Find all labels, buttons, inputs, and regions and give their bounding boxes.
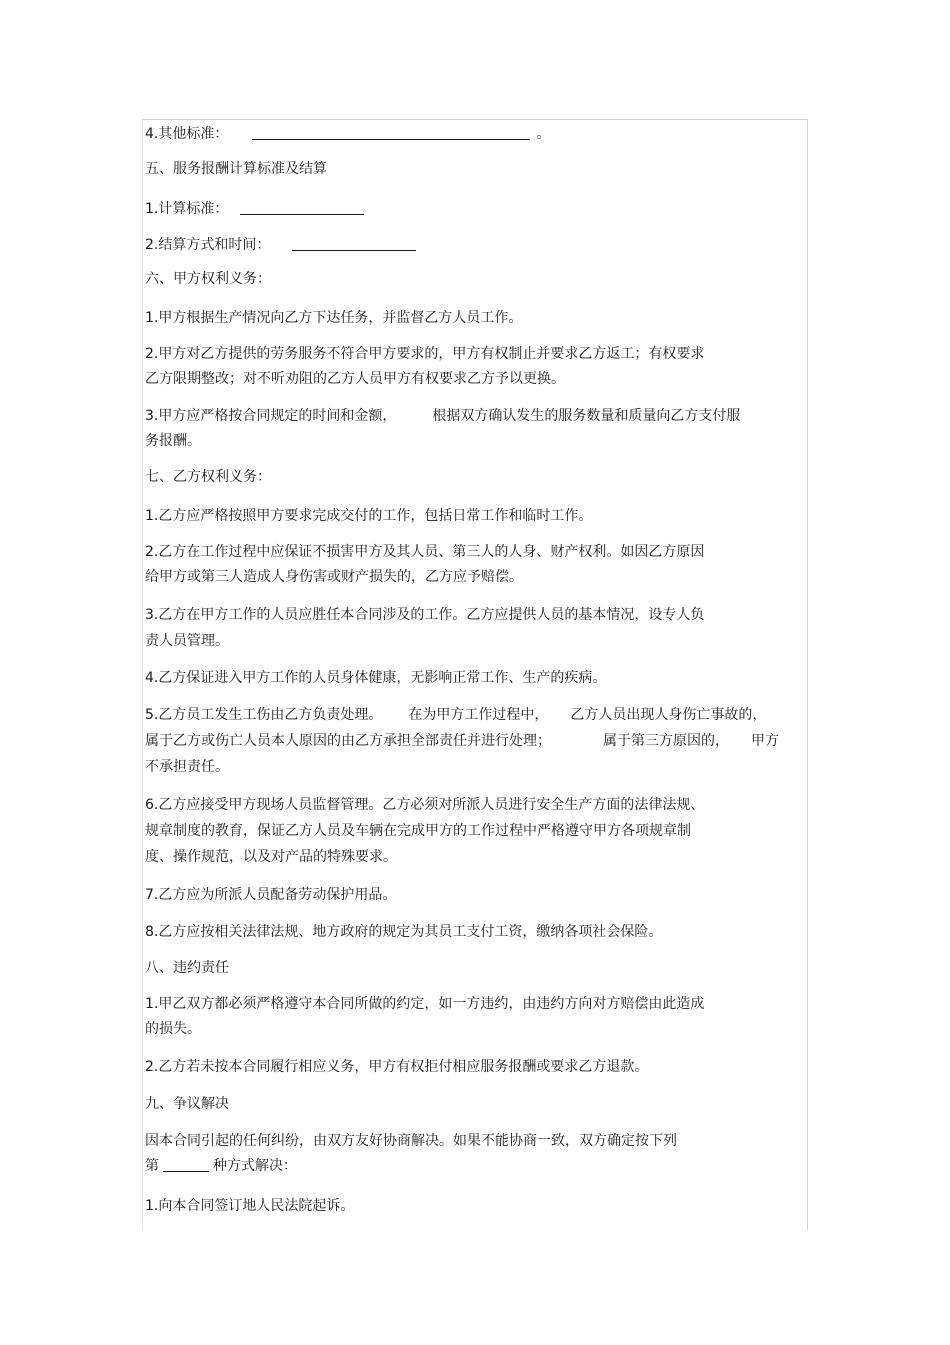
paragraph-line: 2.甲方对乙方提供的劳务服务不符合甲方要求的，甲方有权制止并要求乙方返工；有权要求 — [145, 346, 705, 362]
section-heading-5: 五、服务报酬计算标准及结算 — [145, 161, 327, 177]
paragraph-line — [145, 406, 740, 426]
paragraph-line: 2.乙方若未按本合同履行相应义务，甲方有权拒付相应服务报酬或要求乙方退款。 — [145, 1059, 649, 1075]
paragraph-line: 1.甲方根据生产情况向乙方下达任务，并监督乙方人员工作。 — [145, 310, 523, 326]
paragraph-line: 务报酬。 — [145, 433, 201, 449]
clause-label: 1.计算标准： — [145, 201, 229, 217]
clause-label: 4.其他标准： — [145, 126, 229, 142]
section-heading-8: 八、违约责任 — [145, 960, 229, 976]
paragraph-line — [145, 1156, 297, 1176]
text-segment: 3.甲方应严格按合同规定的时间和金额， — [145, 408, 397, 424]
paragraph-line: 8.乙方应按相关法律法规、地方政府的规定为其员工支付工资，缴纳各项社会保险。 — [145, 924, 663, 940]
paragraph-line: 的损失。 — [145, 1021, 201, 1037]
paragraph-line: 2.乙方在工作过程中应保证不损害甲方及其人员、第三人的人身、财产权利。如因乙方原因 — [145, 544, 705, 560]
paragraph-line: 度、操作规范，以及对产品的特殊要求。 — [145, 849, 397, 865]
text-segment: 第 — [145, 1158, 159, 1174]
clause-settlement — [145, 235, 416, 255]
text-segment: 根据双方确认发生的服务数量和质量向乙方支付服 — [432, 408, 741, 424]
paragraph-line: 4.乙方保证进入甲方工作的人员身体健康，无影响正常工作、生产的疾病。 — [145, 670, 607, 686]
text-segment: 属于第三方原因的， — [603, 733, 729, 749]
clause-calc-standard — [145, 199, 364, 219]
paragraph-line: 1.甲乙双方都必须严格遵守本合同所做的约定，如一方违约，由违约方向对方赔偿由此造成 — [145, 996, 705, 1012]
paragraph-line: 1.向本合同签订地人民法院起诉。 — [145, 1198, 355, 1214]
paragraph-line: 6.乙方应接受甲方现场人员监督管理。乙方必须对所派人员进行安全生产方面的法律法规、 — [145, 797, 705, 813]
paragraph-line: 3.乙方在甲方工作的人员应胜任本合同涉及的工作。乙方应提供人员的基本情况，设专人负 — [145, 607, 705, 623]
section-heading-6: 六、甲方权利义务： — [145, 271, 271, 287]
paragraph-line: 乙方限期整改；对不听劝阻的乙方人员甲方有权要求乙方予以更换。 — [145, 371, 565, 387]
text-segment: 5.乙方员工发生工伤由乙方负责处理。 — [145, 707, 383, 723]
blank-field — [163, 1157, 209, 1172]
paragraph-line: 1.乙方应严格按照甲方要求完成交付的工作，包括日常工作和临时工作。 — [145, 508, 593, 524]
text-segment: 乙方人员出现人身伤亡事故的， — [570, 707, 767, 723]
blank-field — [252, 125, 530, 140]
clause-label: 2.结算方式和时间： — [145, 237, 271, 253]
clause-end: 。 — [536, 126, 551, 142]
paragraph-line: 不承担责任。 — [145, 759, 229, 775]
clause-other-standard — [145, 124, 550, 144]
paragraph-line: 给甲方或第三人造成人身伤害或财产损失的，乙方应予赔偿。 — [145, 569, 523, 585]
text-segment: 在为甲方工作过程中， — [408, 707, 549, 723]
text-segment: 种方式解决： — [213, 1158, 297, 1174]
paragraph-line: 因本合同引起的任何纠纷，由双方友好协商解决。如果不能协商一致，双方确定按下列 — [145, 1133, 677, 1149]
paragraph-line: 规章制度的教育，保证乙方人员及车辆在完成甲方的工作过程中严格遵守甲方各项规章制 — [145, 823, 691, 839]
blank-field — [240, 200, 364, 215]
text-segment: 属于乙方或伤亡人员本人原因的由乙方承担全部责任并进行处理； — [145, 733, 551, 749]
text-segment: 甲方 — [751, 733, 779, 749]
section-heading-7: 七、乙方权利义务： — [145, 469, 271, 485]
paragraph-line: 责人员管理。 — [145, 633, 229, 649]
paragraph-line — [145, 731, 779, 751]
section-heading-9: 九、争议解决 — [145, 1096, 229, 1112]
blank-field — [292, 236, 416, 251]
paragraph-line — [145, 705, 766, 725]
paragraph-line: 7.乙方应为所派人员配备劳动保护用品。 — [145, 887, 397, 903]
